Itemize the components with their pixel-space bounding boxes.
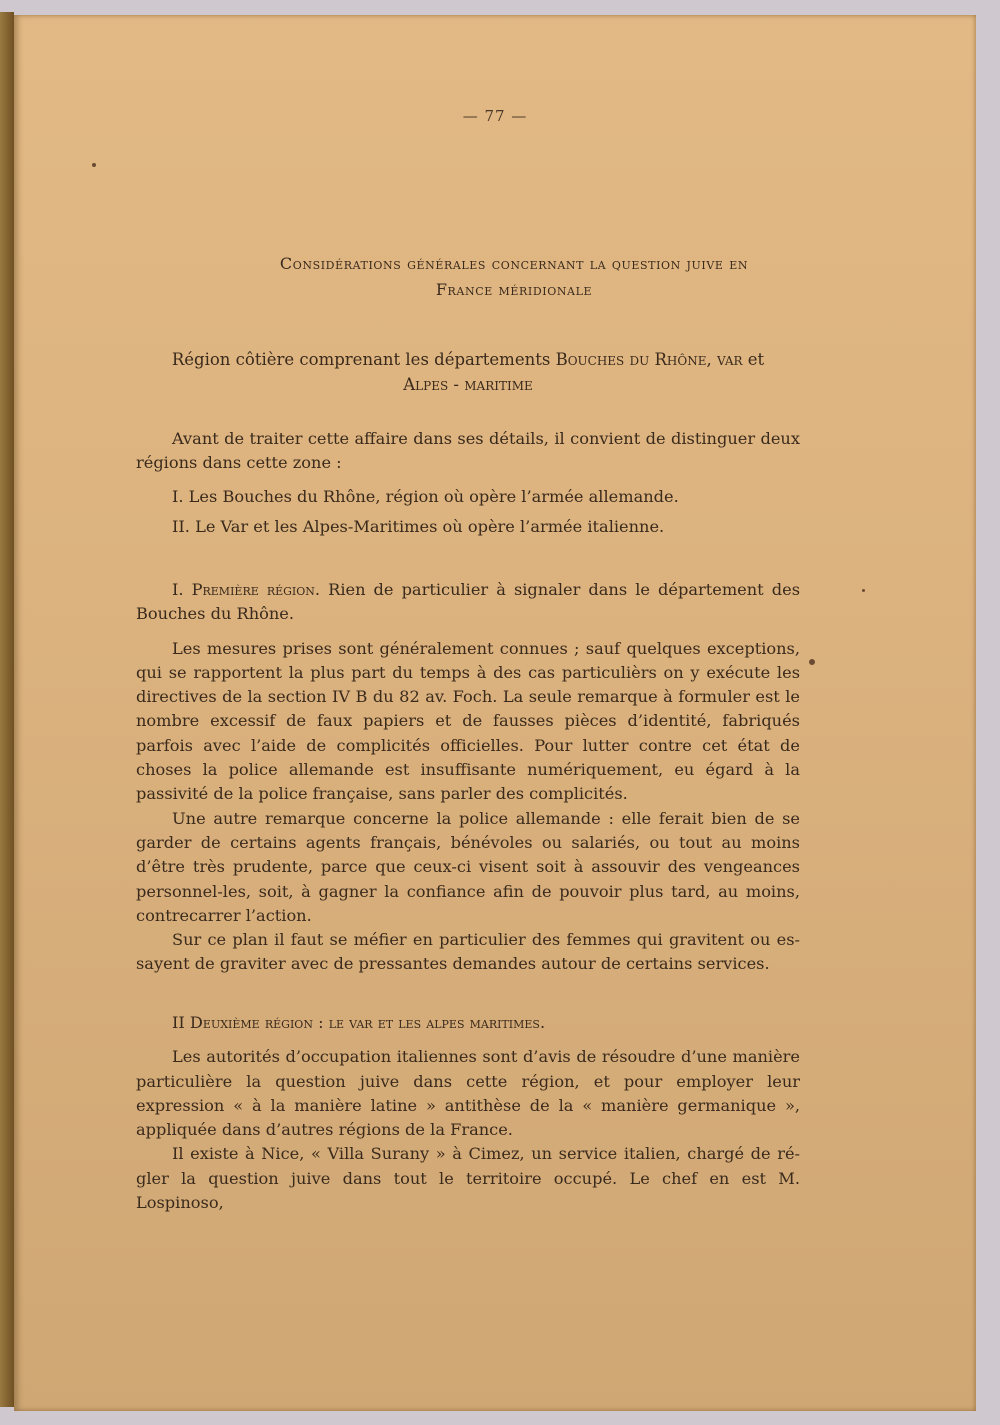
section-2-heading: II Deuxième région : le var et les alpes maritimes. bbox=[172, 1013, 546, 1032]
ink-spot bbox=[92, 163, 96, 167]
document-title bbox=[134, 251, 894, 303]
ink-spot bbox=[862, 589, 865, 592]
section-1-paragraph-1: Les mesures prises sont généralement connues ; sauf quelques exceptions, qui se rapportent la plus part du temps à des cas particulièrs on y exécute les directives de la section IV B du 82 av. Foch. La seule remarque à formuler est le nombre excessif de faux papiers et de fausses pièces d’identité, fabriqués parfois avec l’aide de complicités officielles. Pour lutter contre cet état de choses la police allemande est insuffisante numériquement, eu égard à la passivité de la police française, sans parler des complicités. bbox=[136, 638, 800, 804]
section-1-heading: I. Première région. bbox=[172, 580, 321, 599]
ink-spot bbox=[809, 659, 815, 665]
section-1-heading-rest: Rien de particulier à signaler dans le département des Bouches du Rhône. bbox=[136, 580, 800, 624]
title-line-1: Considérations générales concernant la question juive en bbox=[279, 254, 749, 273]
section-1-paragraph-2: Une autre remarque concerne la police allemande : elle ferait bien de se garder de certains agents français, bénévoles ou salariés, ou tout au moins d’être très prudente, parce que ceux-ci visent soit à assouvir des vengeances personnel-les, soit, à gagner la confiance afin de pouvoir plus tard, au moins, contrecarrer l’action. bbox=[136, 808, 800, 925]
section-2-paragraph-2: Il existe à Nice, « Villa Surany » à Cimez, un service italien, chargé de ré-gler la question juive dans tout le territoire occupé. Le chef en est M. Lospinoso, bbox=[136, 1144, 800, 1213]
section-2-paragraph-1: Les autorités d’occupation italiennes sont d’avis de résoudre d’une manière particulière la question juive dans cette région, et pour employer leur expression « à la manière latine » antithèse de la « manière germanique », appliquée dans d’autres régions de la France. bbox=[136, 1047, 800, 1140]
subtitle-mid: et bbox=[742, 350, 765, 369]
section-1-paragraph-3: Sur ce plan il faut se méfier en particulier des femmes qui gravitent ou es-sayent de graviter avec de pressantes demandes autour de certains services. bbox=[136, 930, 800, 974]
book-spine bbox=[0, 12, 14, 1407]
section-1 bbox=[136, 578, 800, 977]
subtitle-dept1: Bouches du Rhône, var bbox=[555, 350, 743, 369]
section-2 bbox=[136, 1011, 800, 1215]
subtitle-dept2: Alpes - maritime bbox=[403, 375, 533, 394]
intro-paragraph: Avant de traiter cette affaire dans ses détails, il convient de distinguer deux régions dans cette zone : bbox=[136, 429, 800, 473]
title-line-2: France méridionale bbox=[435, 280, 593, 299]
page-number: — 77 — bbox=[462, 107, 528, 125]
intro-item-1: I. Les Bouches du Rhône, région où opère l’armée allemande. bbox=[172, 486, 679, 506]
subtitle-prefix: Région côtière comprenant les départements bbox=[171, 350, 556, 369]
section-1-heading-paragraph bbox=[136, 578, 800, 627]
document-subtitle bbox=[130, 347, 806, 397]
intro-item-2: II. Le Var et les Alpes-Maritimes où opère l’armée italienne. bbox=[172, 516, 665, 536]
document-page bbox=[14, 15, 976, 1411]
intro-block bbox=[136, 427, 800, 539]
